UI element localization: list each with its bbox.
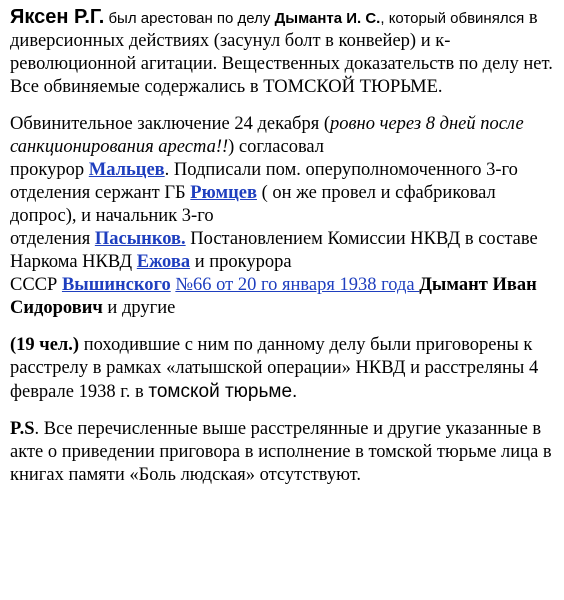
ps-label: P.S <box>10 419 35 439</box>
text: СССР <box>10 275 62 295</box>
text: был арестован по делу <box>104 10 275 27</box>
text: и другие <box>102 298 176 318</box>
text: и прокурора <box>190 252 292 272</box>
text: ) согласовал <box>228 137 325 157</box>
paragraph-postscript <box>10 418 556 487</box>
text: ( он же провел и сфабриковал допрос), и начальник 3-го <box>10 183 496 226</box>
italic-remark: ровно через 8 дней после санкционирования ареста!! <box>10 114 524 157</box>
text: . Подписали пом. оперуполномоченного 3-го отделения сержант ГБ <box>10 160 518 203</box>
text: походившие с ним по данному делу были приговорены к расстрелу в рамках «латышской операции» НКВД и расстреляны 4 феврале 1938 г. в <box>10 335 539 402</box>
paragraph-arrest <box>10 6 556 99</box>
link-ryumtsev[interactable]: Рюмцев <box>190 183 257 203</box>
link-order-66[interactable]: №66 от 20 го января 1938 года <box>175 275 420 295</box>
document-body <box>10 6 556 487</box>
link-ezhov[interactable]: Ежова <box>136 252 191 272</box>
text: в диверсионных действиях (засунул болт в конвейер) и к-революционной агитации. Вещественных доказательств по делу нет. Все обвиняемые содержались в ТОМСКОЙ ТЮРЬМЕ. <box>10 8 553 97</box>
defendant-name: Дымант Иван Сидорович <box>10 275 537 318</box>
defendant-count: (19 чел.) <box>10 335 80 355</box>
prison-name: томской тюрьме <box>148 381 293 402</box>
text: отделения <box>10 229 95 249</box>
text: . <box>292 381 298 402</box>
text: Постановлением Комиссии НКВД в составе Наркома НКВД <box>10 229 538 272</box>
text: прокурор <box>10 160 89 180</box>
paragraph-indictment <box>10 113 556 320</box>
text: , который обвинялся <box>380 10 525 27</box>
paragraph-sentence <box>10 334 556 404</box>
link-pasynkov[interactable]: Пасынков. <box>94 229 186 249</box>
person-name: Яксен Р.Г. <box>10 6 105 28</box>
text: . Все перечисленные выше расстрелянные и другие указанные в акте о приведении приговора в исполнение в томской тюрьме лица в книгах памяти «Боль людская» отсутствуют. <box>10 419 552 485</box>
text: Обвинительное заключение 24 декабря ( <box>10 114 331 134</box>
case-name: Дыманта И. С. <box>274 10 381 27</box>
link-vyshinsky[interactable]: Вышинского <box>61 275 171 295</box>
link-maltsev[interactable]: Мальцев <box>88 160 165 180</box>
